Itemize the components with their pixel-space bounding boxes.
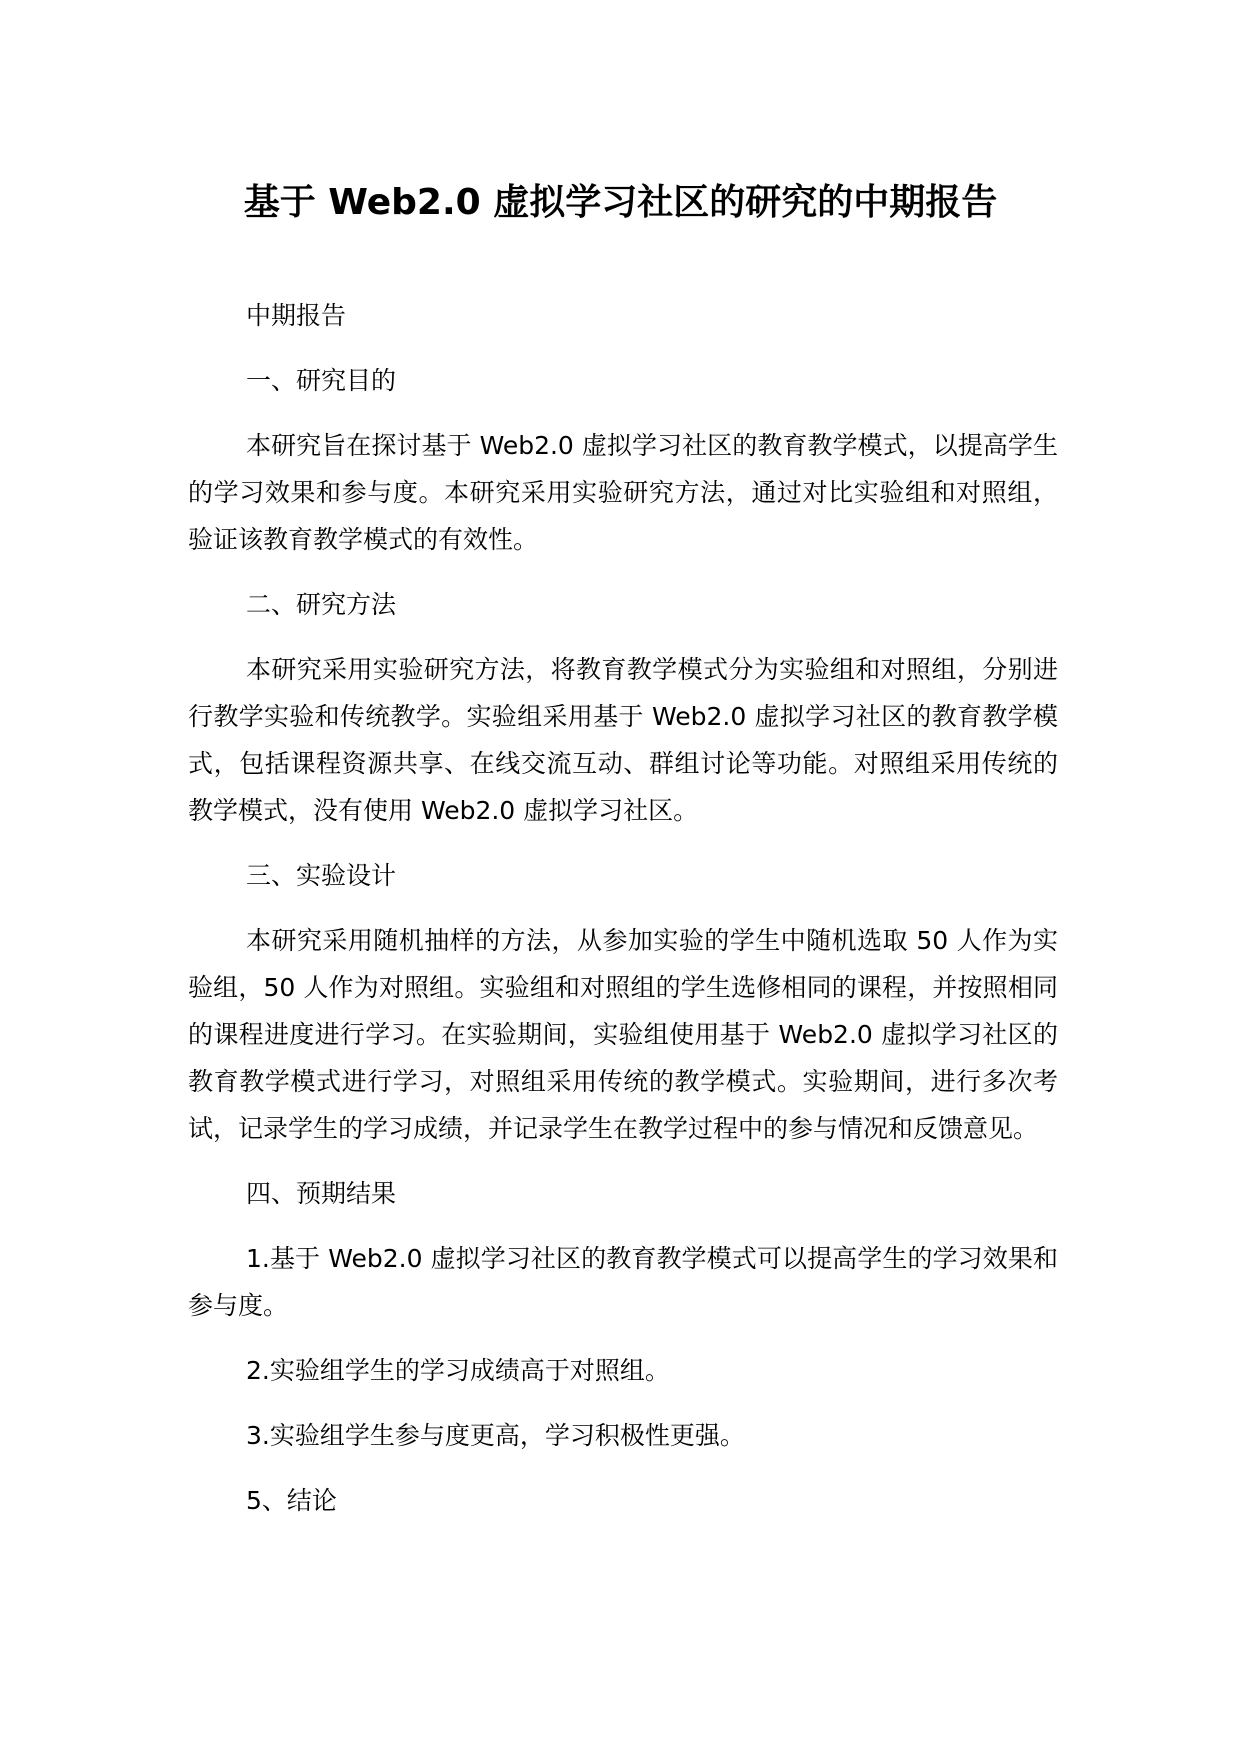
list-item-result-1: 1.基于 Web2.0 虚拟学习社区的教育教学模式可以提高学生的学习效果和参与度。 <box>188 1244 1058 1320</box>
section-heading-conclusion: 5、结论 <box>246 1486 337 1515</box>
document-title: 基于 Web2.0 虚拟学习社区的研究的中期报告 <box>243 182 998 223</box>
section-heading-method: 二、研究方法 <box>246 590 397 619</box>
paragraph-report-label: 中期报告 <box>246 301 347 330</box>
section-heading-design: 三、实验设计 <box>246 861 397 890</box>
list-item-result-2: 2.实验组学生的学习成绩高于对照组。 <box>246 1356 670 1385</box>
paragraph-method: 本研究采用实验研究方法，将教育教学模式分为实验组和对照组，分别进行教学实验和传统教学。实验组采用基于 Web2.0 虚拟学习社区的教育教学模式，包括课程资源共享、在线交流互动、群组讨论等功能。对照组采用传统的教学模式，没有使用 Web2.0 虚拟学习社区。 <box>188 655 1058 825</box>
section-heading-expected-results: 四、预期结果 <box>246 1179 397 1208</box>
document-body <box>188 292 1058 1542</box>
section-heading-purpose: 一、研究目的 <box>246 366 397 395</box>
list-item-result-3: 3.实验组学生参与度更高，学习积极性更强。 <box>246 1421 745 1450</box>
paragraph-design: 本研究采用随机抽样的方法，从参加实验的学生中随机选取 50 人作为实验组，50 人作为对照组。实验组和对照组的学生选修相同的课程，并按照相同的课程进度进行学习。在实验期间，实验组使用基于 Web2.0 虚拟学习社区的教育教学模式进行学习，对照组采用传统的教学模式。实验期间，进行多次考试，记录学生的学习成绩，并记录学生在教学过程中的参与情况和反馈意见。 <box>188 926 1058 1143</box>
paragraph-purpose: 本研究旨在探讨基于 Web2.0 虚拟学习社区的教育教学模式，以提高学生的学习效果和参与度。本研究采用实验研究方法，通过对比实验组和对照组，验证该教育教学模式的有效性。 <box>188 431 1058 554</box>
